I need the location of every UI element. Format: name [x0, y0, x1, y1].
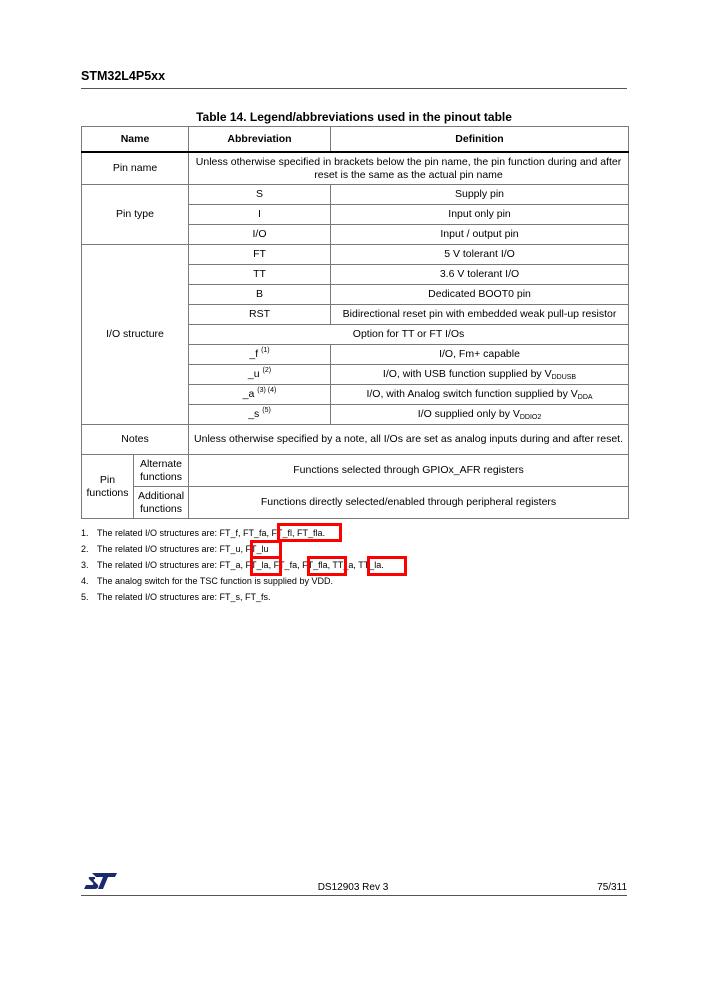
definition-cell: 5 V tolerant I/O: [331, 245, 629, 265]
column-header-name: Name: [82, 127, 189, 153]
abbr-cell: _a $^{(3) (4)}$: [189, 385, 331, 405]
footnote-2: 2. The related I/O structures are: FT_u, FT_lu: [81, 544, 269, 554]
abbr-cell: _u $^{(2)}$: [189, 365, 331, 385]
definition-cell: Input / output pin: [331, 225, 629, 245]
definition-cell: Input only pin: [331, 205, 629, 225]
table-row: [82, 152, 629, 185]
highlight-box-ft-fla: [307, 556, 347, 576]
definition-cell: Supply pin: [331, 185, 629, 205]
highlight-box-ft-la: [250, 556, 282, 576]
definition-cell: I/O supplied only by $V_{DDIO2}$: [331, 405, 629, 425]
footnote-ref[interactable]: (2): [262, 367, 272, 374]
footer-page-number: 75/311: [597, 882, 627, 893]
definition-cell: Bidirectional reset pin with embedded weak pull-up resistor: [331, 305, 629, 325]
column-header-abbreviation: Abbreviation: [189, 127, 331, 153]
abbr-cell: S: [189, 185, 331, 205]
abbr-cell: I: [189, 205, 331, 225]
abbr-cell: B: [189, 285, 331, 305]
footnote-1: 1. The related I/O structures are: FT_f, FT_fa, FT_fl, FT_fla.: [81, 528, 326, 538]
table-header-row: [82, 127, 629, 153]
header-divider: [81, 88, 627, 89]
document-title: STM32L4P5xx: [81, 69, 166, 83]
footnote-4: 4. The analog switch for the TSC function is supplied by VDD.: [81, 576, 333, 586]
definition-cell: 3.6 V tolerant I/O: [331, 265, 629, 285]
legend-table: [81, 126, 629, 519]
abbr-cell: RST: [189, 305, 331, 325]
definition-cell: Functions selected through GPIOx_AFR registers: [189, 455, 629, 487]
definition-cell: I/O, with Analog switch function supplied by $V_{DDA}$: [331, 385, 629, 405]
option-row: Option for TT or FT I/Os: [189, 325, 629, 345]
footnote-3: 3. The related I/O structures are: FT_a, FT_la, FT_fa, FT_fla, TT_a, TT_la.: [81, 560, 384, 570]
abbr-cell: TT: [189, 265, 331, 285]
notes-definition: Unless otherwise specified by a note, all I/Os are set as analog inputs during and after reset.: [189, 425, 629, 455]
definition-cell: Functions directly selected/enabled through peripheral registers: [189, 487, 629, 519]
table-row: [82, 185, 629, 205]
definition-cell: I/O, with USB function supplied by $V_{DDUSB}$: [331, 365, 629, 385]
row-label-pin-name: Pin name: [82, 152, 189, 185]
definition-cell: Dedicated BOOT0 pin: [331, 285, 629, 305]
footer-doc-id: DS12903 Rev 3: [317, 882, 389, 893]
row-label-pin-functions: Pin functions: [82, 455, 134, 519]
pin-name-definition: Unless otherwise specified in brackets below the pin name, the pin function during and after reset is the same as the actual pin name: [189, 152, 629, 185]
footnote-ref[interactable]: (3) (4): [257, 387, 277, 394]
column-header-definition: Definition: [331, 127, 629, 153]
abbr-cell: _f $^{(1)}$: [189, 345, 331, 365]
table-row: [82, 245, 629, 265]
row-label-io-structure: I/O structure: [82, 245, 189, 425]
footnote-5: 5. The related I/O structures are: FT_s, FT_fs.: [81, 592, 271, 602]
abbr-cell: _s $^{(5)}$: [189, 405, 331, 425]
abbr-cell: I/O: [189, 225, 331, 245]
row-label-notes: Notes: [82, 425, 189, 455]
table-row: [82, 425, 629, 455]
abbr-cell: FT: [189, 245, 331, 265]
highlight-box-tt-la: [367, 556, 407, 576]
footnote-ref[interactable]: (5): [262, 407, 271, 414]
sub-label-additional: Additional functions: [134, 487, 189, 519]
definition-cell: I/O, Fm+ capable: [331, 345, 629, 365]
sub-label-alternate: Alternate functions: [134, 455, 189, 487]
table-row: [82, 487, 629, 519]
highlight-box-ft-fl-ft-fla: [277, 523, 342, 542]
footnote-ref[interactable]: (1): [261, 347, 270, 354]
table-caption: Table 14. Legend/abbreviations used in the pinout table: [196, 110, 512, 124]
row-label-pin-type: Pin type: [82, 185, 189, 245]
footer-divider: [81, 895, 627, 896]
table-row: [82, 455, 629, 487]
